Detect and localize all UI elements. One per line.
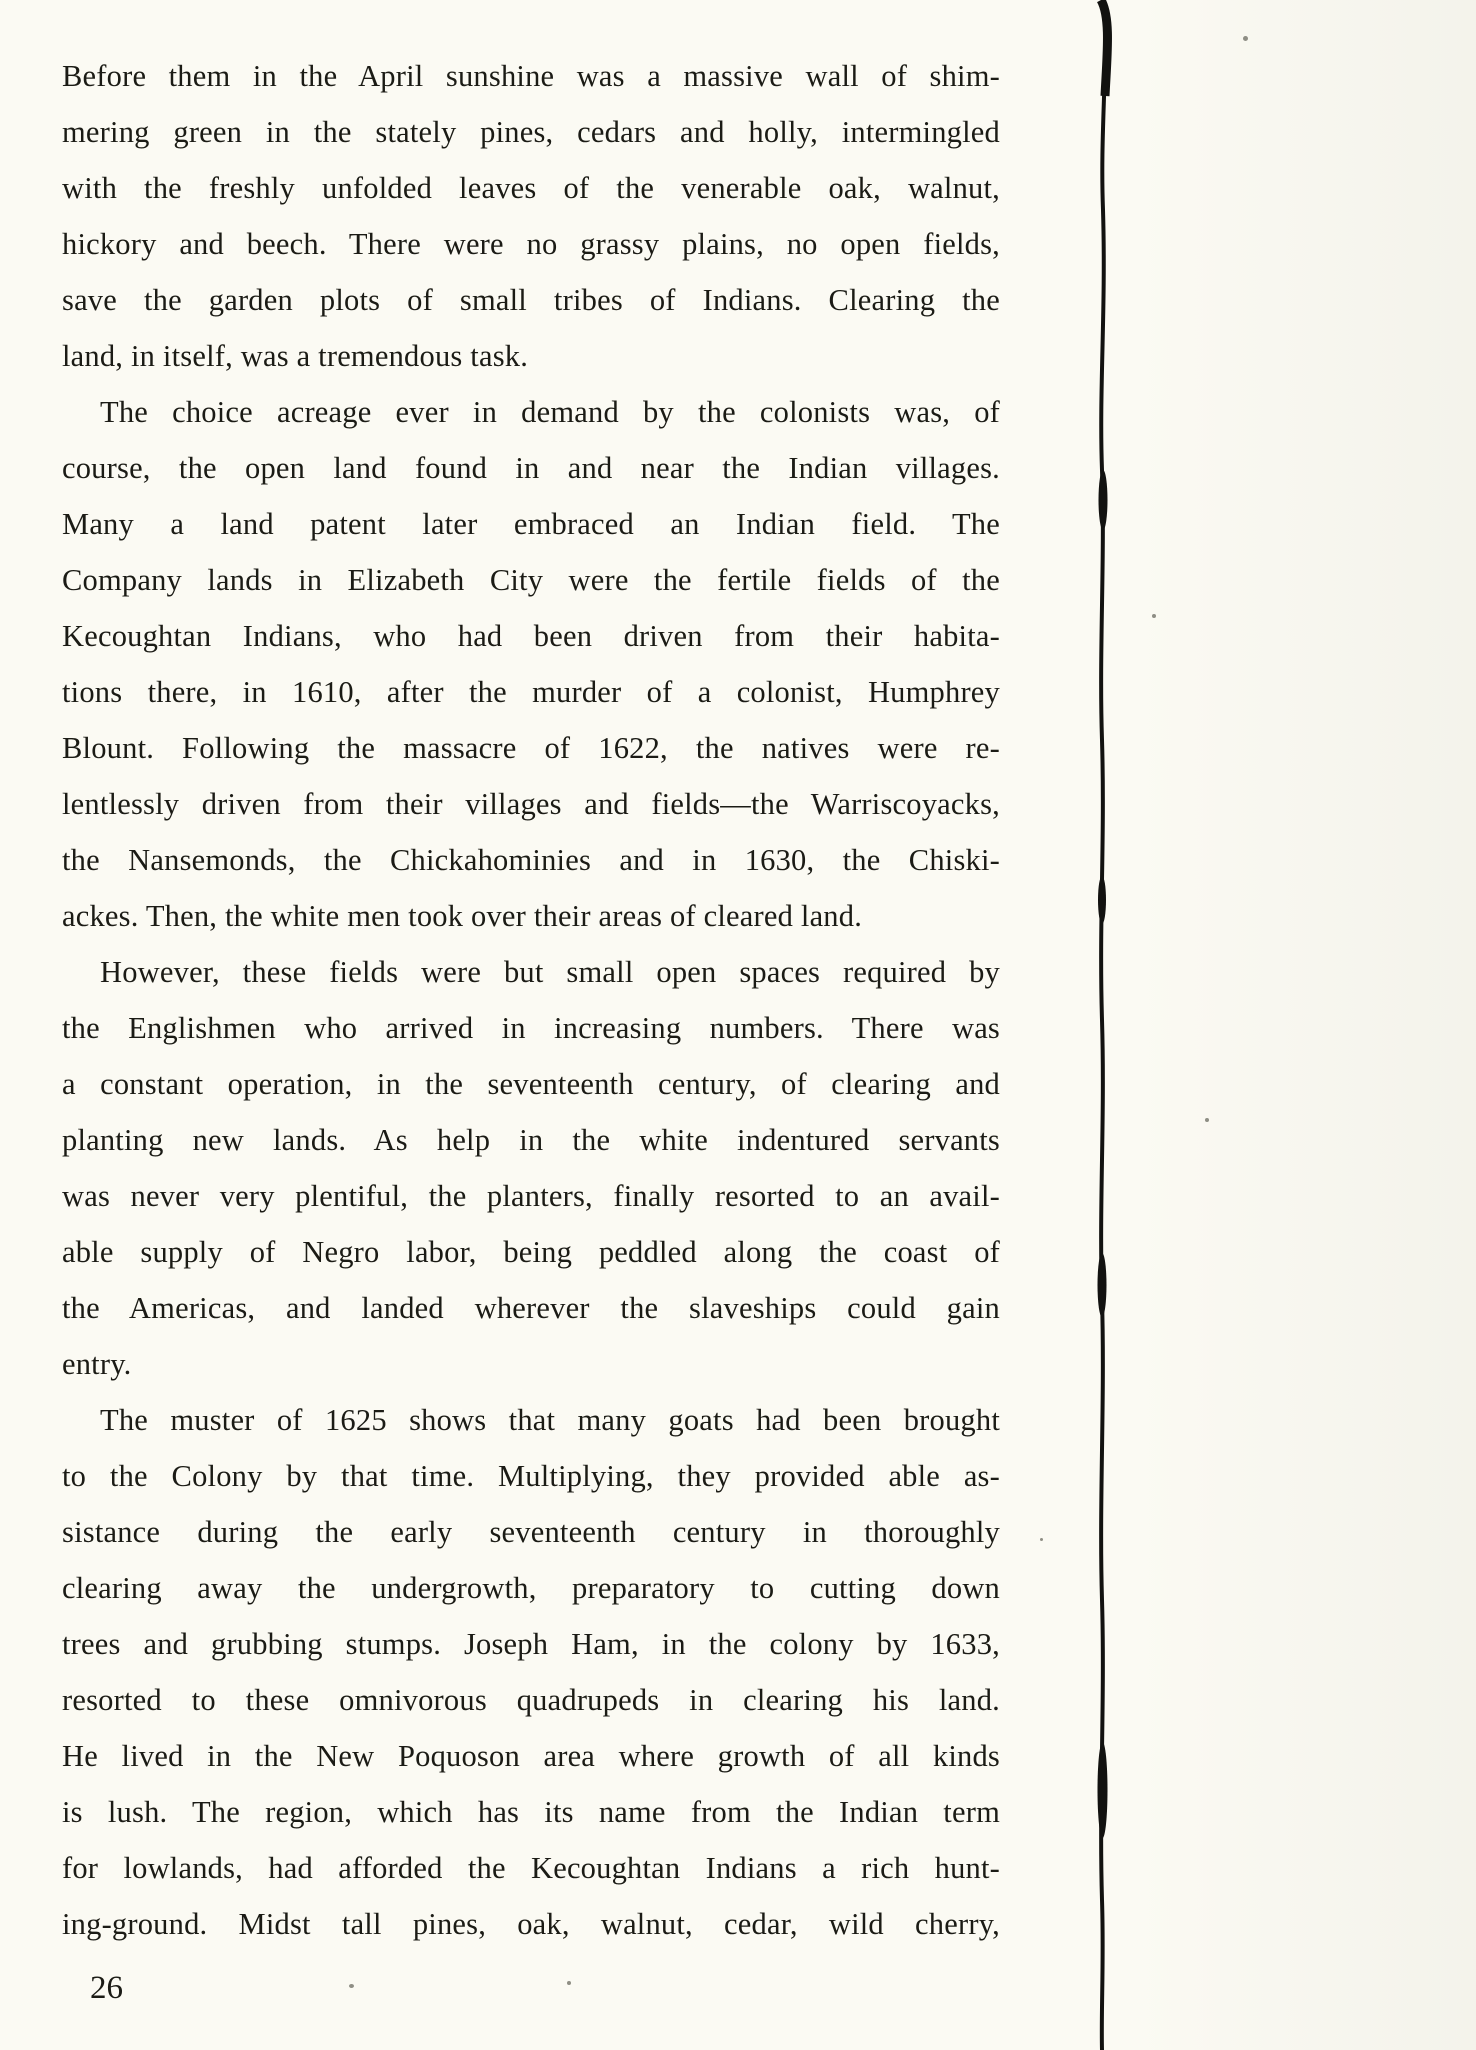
scan-speckle bbox=[349, 1984, 354, 1988]
scan-speckle bbox=[1152, 614, 1156, 618]
text-line: ing-ground. Midst tall pines, oak, walnut, cedar, wild cherry, bbox=[62, 1907, 1000, 1941]
text-line: mering green in the stately pines, cedars and holly, intermingled bbox=[62, 115, 1000, 149]
text-line: the Nansemonds, the Chickahominies and in 1630, the Chiski- bbox=[62, 843, 1000, 877]
scan-speckle bbox=[1243, 36, 1248, 41]
text-line: resorted to these omnivorous quadrupeds in clearing his land. bbox=[62, 1683, 1000, 1717]
text-line: was never very plentiful, the planters, finally resorted to an avail- bbox=[62, 1179, 1000, 1213]
text-line: Before them in the April sunshine was a massive wall of shim- bbox=[62, 59, 1000, 93]
page-number: 26 bbox=[90, 1970, 123, 2006]
scan-edge-shading bbox=[1136, 0, 1476, 2050]
paragraph bbox=[62, 384, 1000, 944]
text-line: to the Colony by that time. Multiplying, they provided able as- bbox=[62, 1459, 1000, 1493]
text-line: course, the open land found in and near the Indian villages. bbox=[62, 451, 1000, 485]
text-line: Company lands in Elizabeth City were the fertile fields of the bbox=[62, 563, 1000, 597]
text-line: The muster of 1625 shows that many goats had been brought bbox=[100, 1403, 1000, 1437]
text-line: hickory and beech. There were no grassy plains, no open fields, bbox=[62, 227, 1000, 261]
text-line: planting new lands. As help in the white indentured servants bbox=[62, 1123, 1000, 1157]
text-line: sistance during the early seventeenth century in thoroughly bbox=[62, 1515, 1000, 1549]
paragraph bbox=[62, 944, 1000, 1392]
text-line: lentlessly driven from their villages and fields—the Warriscoyacks, bbox=[62, 787, 1000, 821]
text-line: the Englishmen who arrived in increasing numbers. There was bbox=[62, 1011, 1000, 1045]
text-line: ackes. Then, the white men took over their areas of cleared land. bbox=[62, 899, 863, 933]
text-line: clearing away the undergrowth, preparatory to cutting down bbox=[62, 1571, 1000, 1605]
paragraph bbox=[62, 1392, 1000, 1952]
page-text-block bbox=[62, 48, 1000, 1952]
scan-speckle bbox=[1205, 1118, 1209, 1122]
text-line: with the freshly unfolded leaves of the venerable oak, walnut, bbox=[62, 171, 1000, 205]
text-line: tions there, in 1610, after the murder of a colonist, Humphrey bbox=[62, 675, 1000, 709]
text-line: the Americas, and landed wherever the slaveships could gain bbox=[62, 1291, 1000, 1325]
text-line: Kecoughtan Indians, who had been driven from their habita- bbox=[62, 619, 1000, 653]
text-line: a constant operation, in the seventeenth century, of clearing and bbox=[62, 1067, 1000, 1101]
text-line: land, in itself, was a tremendous task. bbox=[62, 339, 529, 373]
text-line: He lived in the New Poquoson area where growth of all kinds bbox=[62, 1739, 1000, 1773]
binding-scan-artifact bbox=[1086, 0, 1126, 2050]
text-line: save the garden plots of small tribes of Indians. Clearing the bbox=[62, 283, 1000, 317]
text-line: for lowlands, had afforded the Kecoughtan Indians a rich hunt- bbox=[62, 1851, 1000, 1885]
scan-speckle bbox=[1040, 1538, 1043, 1541]
text-line: able supply of Negro labor, being peddled along the coast of bbox=[62, 1235, 1000, 1269]
paragraph bbox=[62, 48, 1000, 384]
text-line: entry. bbox=[62, 1347, 132, 1381]
text-line: The choice acreage ever in demand by the colonists was, of bbox=[100, 395, 1000, 429]
text-line: is lush. The region, which has its name from the Indian term bbox=[62, 1795, 1000, 1829]
text-line: trees and grubbing stumps. Joseph Ham, in the colony by 1633, bbox=[62, 1627, 1000, 1661]
scan-speckle bbox=[567, 1981, 571, 1985]
text-line: Blount. Following the massacre of 1622, the natives were re- bbox=[62, 731, 1000, 765]
text-line: However, these fields were but small open spaces required by bbox=[100, 955, 1000, 989]
text-line: Many a land patent later embraced an Indian field. The bbox=[62, 507, 1000, 541]
